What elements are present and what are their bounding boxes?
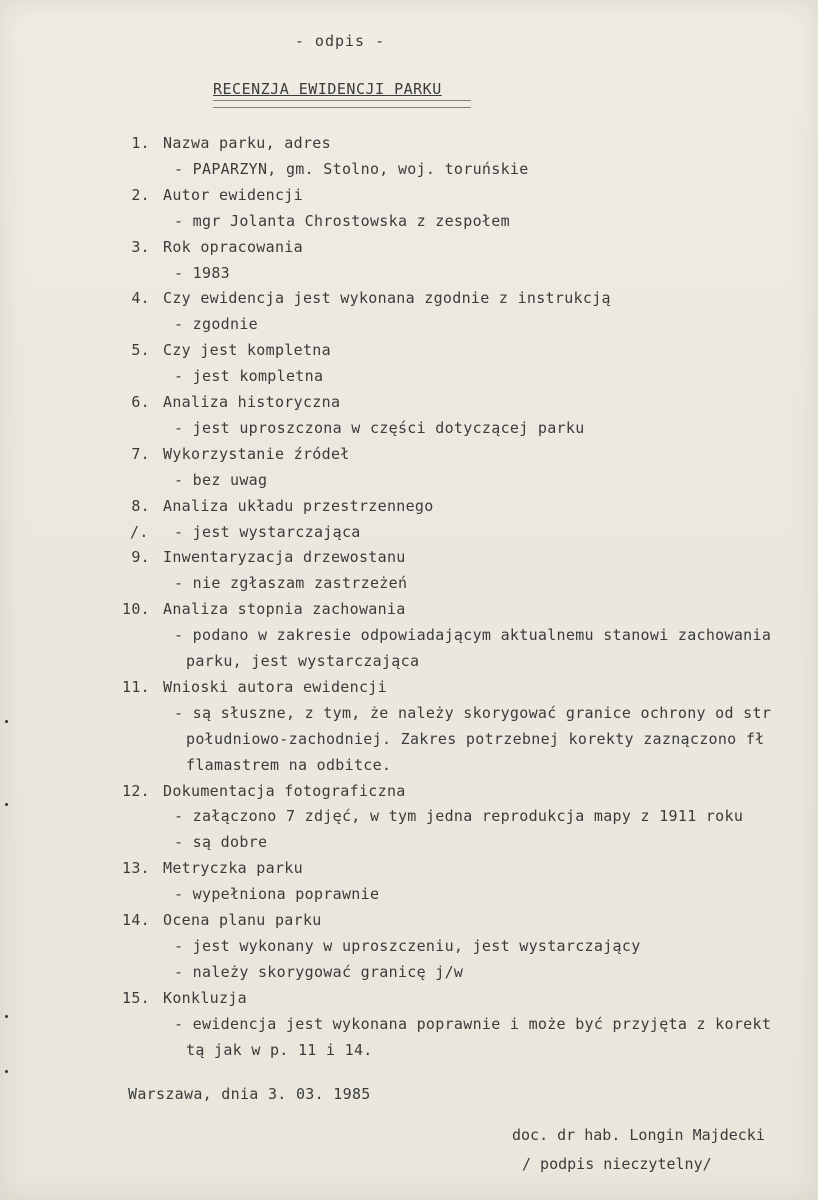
item-detail: - należy skorygować granicę j/w (174, 962, 464, 981)
copy-header: - odpis - (294, 32, 386, 50)
item-detail: - załączono 7 zdjęć, w tym jedna reprodukcja mapy z 1911 roku (174, 807, 744, 826)
item-heading: Autor ewidencji (163, 185, 303, 204)
item-number: 13. (122, 859, 150, 878)
scan-speck (5, 720, 8, 723)
document-title: RECENZJA EWIDENCJI PARKU (213, 80, 442, 98)
item-detail: - są dobre (174, 833, 268, 852)
item-heading: Wykorzystanie źródeł (163, 444, 350, 463)
scan-speck (5, 1070, 8, 1073)
item-heading: Inwentaryzacja drzewostanu (163, 548, 406, 567)
item-detail: - jest wykonany w uproszczeniu, jest wystarczający (174, 936, 641, 955)
item-number: 5. (131, 341, 150, 360)
item-detail: parku, jest wystarczająca (186, 652, 420, 670)
item-number: 7. (131, 444, 150, 463)
item-detail: - są słuszne, z tym, że należy skorygować granice ochrony od str (174, 703, 772, 722)
item-heading: Analiza historyczna (163, 393, 341, 411)
item-number: 3. (131, 237, 150, 256)
item-heading: Rok opracowania (163, 237, 303, 256)
title-double-underline (213, 100, 471, 108)
item-heading: Czy ewidencja jest wykonana zgodnie z instrukcją (163, 289, 611, 308)
item-number: 8. (131, 496, 150, 515)
item-detail: - ewidencja jest wykonana poprawnie i może być przyjęta z korekt (174, 1014, 772, 1033)
item-heading: Nazwa parku, adres (163, 134, 331, 152)
item-heading: Dokumentacja fotograficzna (163, 781, 406, 800)
item-detail: - jest uproszczona w części dotyczącej parku (174, 418, 585, 437)
item-detail: - 1983 (174, 263, 230, 282)
scan-speck (5, 803, 8, 806)
stray-mark: /. (130, 522, 149, 541)
item-detail: - wypełniona poprawnie (174, 885, 380, 904)
item-heading: Wnioski autora ewidencji (163, 677, 387, 696)
item-detail: - PAPARZYN, gm. Stolno, woj. toruńskie (174, 159, 529, 178)
item-detail: - jest kompletna (174, 367, 324, 386)
item-number: 14. (122, 911, 150, 929)
item-number: 11. (122, 677, 150, 696)
item-number: 15. (122, 988, 150, 1007)
item-heading: Czy jest kompletna (163, 341, 331, 360)
item-detail: - nie zgłaszam zastrzeżeń (174, 574, 408, 593)
item-number: 9. (131, 548, 150, 567)
item-detail: - zgodnie (174, 315, 258, 334)
item-detail: - podano w zakresie odpowiadającym aktualnemu stanowi zachowania (174, 626, 772, 645)
item-detail: tą jak w p. 11 i 14. (186, 1040, 373, 1059)
item-number: 12. (122, 781, 150, 800)
author-name: doc. dr hab. Longin Majdecki (512, 1126, 765, 1144)
item-heading: Analiza układu przestrzennego (163, 496, 434, 515)
item-detail: południowo-zachodniej. Zakres potrzebnej korekty zaznączono fł (186, 729, 765, 748)
item-heading: Analiza stopnia zachowania (163, 600, 406, 619)
item-detail: flamastrem na odbitce. (186, 755, 392, 774)
item-heading: Konkluzja (163, 988, 247, 1007)
item-number: 2. (131, 185, 150, 204)
item-heading: Ocena planu parku (163, 911, 322, 929)
item-number: 4. (131, 289, 150, 308)
item-heading: Metryczka parku (163, 859, 303, 878)
item-detail: - bez uwag (174, 470, 268, 489)
item-number: 1. (131, 134, 150, 152)
place-and-date: Warszawa, dnia 3. 03. 1985 (128, 1085, 371, 1103)
item-number: 6. (131, 393, 150, 411)
signature-note: / podpis nieczytelny/ (522, 1155, 712, 1173)
item-number: 10. (122, 600, 150, 619)
item-detail: - mgr Jolanta Chrostowska z zespołem (174, 211, 510, 230)
scan-speck (5, 1015, 8, 1018)
item-detail: - jest wystarczająca (174, 522, 361, 541)
